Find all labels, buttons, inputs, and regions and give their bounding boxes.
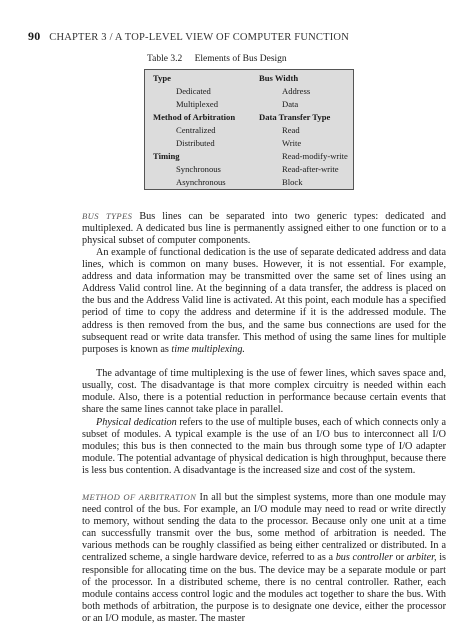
table-cell: Centralized [176,125,216,135]
paragraph-text: Bus lines can be separated into two generic types: dedicated and multiplexed. A dedicated bus line is permanently assigned either to one function or to a physical subset of computer components. [82,211,446,247]
paragraph-functional-dedication [82,247,446,356]
table-cell: Read [282,125,300,135]
run-in-heading: METHOD OF ARBITRATION [82,492,197,502]
table-cell: Type [153,73,171,83]
emphasized-term: bus controller [335,552,393,564]
paragraph-physical-dedication [82,417,446,477]
paragraph-text: is responsible for allocating time on the bus. The device may be a separate module or part of the processor. In a distributed scheme, there is no central controller. Rather, each module contains access control logic and the modules act together to share the bus. With both methods of arbitration, the purpose is to designate one device, either the processor or an I/O module, as master. The master [82,552,446,624]
table-cell: Multiplexed [176,99,219,109]
table-title: Elements of Bus Design [194,54,287,64]
table-cell: Timing [153,151,180,161]
table-number: Table 3.2 [147,54,183,64]
table-cell: Asynchronous [176,177,226,187]
run-in-heading: BUS TYPES [82,211,133,221]
emphasized-term: time multiplexing. [171,343,245,355]
table-cell: Synchronous [176,164,221,174]
paragraph-text: The advantage of time multiplexing is the use of fewer lines, which saves space and, usually, cost. The disadvantage is that more complex circuitry is needed within each module. Also, there is a potential reduction in performance because certain events that share the same lines cannot take place in parallel. [82,368,446,416]
table-cell: Read-after-write [282,164,339,174]
paragraph-time-multiplexing [82,368,446,416]
emphasized-term: Physical dedication [96,417,177,428]
running-head-title: CHAPTER 3 / A TOP-LEVEL VIEW OF COMPUTER FUNCTION [49,32,349,43]
paragraph-text: or [395,552,405,564]
table-caption [147,54,287,64]
table-cell: Block [282,177,303,187]
paragraph-text: An example of functional dedication is the use of separate dedicated address and data lines, which is common on many buses. However, it is not essential. For example, address and data information may be transmitted over the same set of lines using an Address Valid control line. At the beginning of a data transfer, the address is placed on the bus and the Address Valid line is activated. At this point, each module has a specified period of time to copy the address and determine if it is the addressed module. The address is then removed from the bus, and the same bus connections are used for the subsequent read or write data transfer. This method of using the same lines for multiple purposes is known as [82,247,446,355]
bus-design-table [144,69,354,190]
table-cell: Distributed [176,138,215,148]
paragraph-text: In all but the simplest systems, more than one module may need control of the bus. For example, an I/O module may need to read or write directly to memory, without sending the data to the processor. Because only one unit at a time can successfully transmit over the bus, some method of arbitration is needed. The various methods can be roughly classified as being either centralized or distributed. In a centralized scheme, a single hardware device, referred to as a [82,492,446,564]
table-cell: Write [282,138,302,148]
paragraph-bus-types [82,210,446,247]
paragraph-method-of-arbitration [82,491,446,625]
table-cell: Data Transfer Type [259,112,331,122]
page-number: 90 [28,29,41,43]
table-cell: Address [282,86,311,96]
running-header [28,29,349,44]
table-cell: Method of Arbitration [153,112,236,122]
table-cell: Bus Width [259,73,299,83]
table-cell: Read-modify-write [282,151,348,161]
paragraph-text: refers to the use of multiple buses, each of which connects only a subset of modules. A typical example is the use of an I/O bus to interconnect all I/O modules; this bus is then connected to the main bus through some type of I/O adapter module. The potential advantage of physical dedication is high throughput, because there is less bus contention. A disadvantage is the increased size and cost of the system. [82,417,446,477]
table-cell: Dedicated [176,86,211,96]
emphasized-term: arbiter, [406,552,437,564]
table-cell: Data [282,99,299,109]
